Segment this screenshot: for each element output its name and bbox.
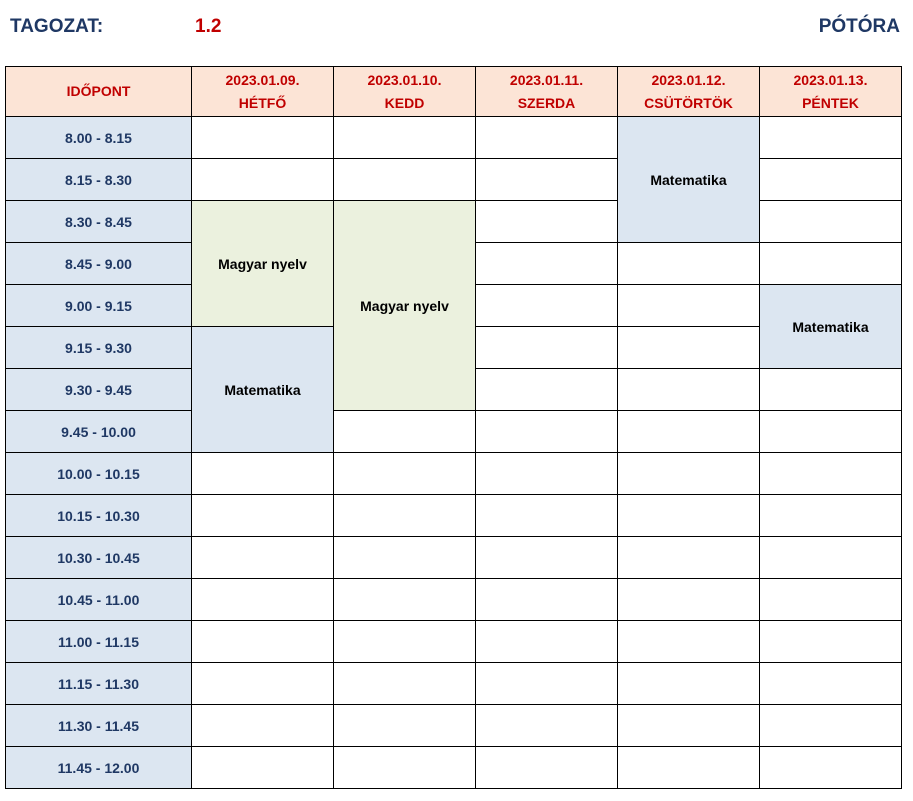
empty-cell — [334, 495, 476, 537]
lesson-monday-math: Matematika — [192, 327, 334, 453]
schedule-table — [5, 66, 902, 789]
day-name: SZERDA — [517, 94, 576, 111]
empty-cell — [618, 369, 760, 411]
empty-cell — [618, 243, 760, 285]
table-row — [6, 201, 902, 243]
empty-cell — [618, 495, 760, 537]
empty-cell — [760, 621, 902, 663]
day-date: 2023.01.10. — [367, 71, 442, 88]
empty-cell — [334, 453, 476, 495]
day-name: CSÜTÖRTÖK — [644, 94, 733, 111]
lesson-monday-hungarian: Magyar nyelv — [192, 201, 334, 327]
empty-cell — [760, 537, 902, 579]
empty-cell — [618, 705, 760, 747]
header-row — [6, 67, 902, 117]
day-header-wednesday — [476, 67, 618, 117]
empty-cell — [618, 327, 760, 369]
time-slot: 10.45 - 11.00 — [6, 579, 192, 621]
lesson-tuesday-hungarian: Magyar nyelv — [334, 201, 476, 411]
day-header-tuesday — [334, 67, 476, 117]
empty-cell — [476, 579, 618, 621]
empty-cell — [192, 453, 334, 495]
empty-cell — [476, 369, 618, 411]
empty-cell — [760, 159, 902, 201]
empty-cell — [618, 579, 760, 621]
empty-cell — [618, 537, 760, 579]
empty-cell — [192, 495, 334, 537]
time-slot: 8.45 - 9.00 — [6, 243, 192, 285]
lesson-friday-math: Matematika — [760, 285, 902, 369]
empty-cell — [618, 663, 760, 705]
day-name: PÉNTEK — [802, 94, 859, 111]
empty-cell — [618, 747, 760, 789]
tagozat-label: TAGOZAT: — [10, 16, 104, 37]
day-name: HÉTFŐ — [238, 94, 287, 111]
empty-cell — [760, 243, 902, 285]
empty-cell — [476, 201, 618, 243]
empty-cell — [618, 453, 760, 495]
time-slot: 8.15 - 8.30 — [6, 159, 192, 201]
day-date: 2023.01.13. — [793, 71, 868, 88]
table-row — [6, 453, 902, 495]
empty-cell — [192, 537, 334, 579]
empty-cell — [334, 747, 476, 789]
empty-cell — [192, 705, 334, 747]
table-row — [6, 705, 902, 747]
empty-cell — [618, 285, 760, 327]
empty-cell — [476, 453, 618, 495]
day-header-thursday — [618, 67, 760, 117]
tagozat-value: 1.2 — [195, 16, 222, 37]
empty-cell — [334, 579, 476, 621]
empty-cell — [476, 747, 618, 789]
empty-cell — [192, 663, 334, 705]
time-slot: 10.30 - 10.45 — [6, 537, 192, 579]
time-column-header: IDŐPONT — [6, 67, 192, 117]
empty-cell — [192, 747, 334, 789]
empty-cell — [334, 411, 476, 453]
empty-cell — [476, 117, 618, 159]
time-slot: 9.00 - 9.15 — [6, 285, 192, 327]
empty-cell — [476, 495, 618, 537]
day-date: 2023.01.11. — [509, 71, 584, 88]
empty-cell — [476, 621, 618, 663]
empty-cell — [476, 243, 618, 285]
table-row — [6, 159, 902, 201]
empty-cell — [760, 201, 902, 243]
table-row — [6, 537, 902, 579]
empty-cell — [760, 495, 902, 537]
empty-cell — [192, 579, 334, 621]
time-slot: 9.15 - 9.30 — [6, 327, 192, 369]
empty-cell — [476, 411, 618, 453]
empty-cell — [192, 621, 334, 663]
empty-cell — [760, 411, 902, 453]
table-row — [6, 621, 902, 663]
day-date: 2023.01.09. — [225, 71, 300, 88]
empty-cell — [334, 663, 476, 705]
time-slot: 10.00 - 10.15 — [6, 453, 192, 495]
empty-cell — [334, 705, 476, 747]
time-slot: 9.30 - 9.45 — [6, 369, 192, 411]
table-row — [6, 663, 902, 705]
day-name: KEDD — [384, 94, 425, 111]
lesson-thursday-math: Matematika — [618, 117, 760, 243]
time-slot: 11.45 - 12.00 — [6, 747, 192, 789]
table-row — [6, 495, 902, 537]
empty-cell — [476, 285, 618, 327]
table-row — [6, 747, 902, 789]
table-row — [6, 117, 902, 159]
time-slot: 10.15 - 10.30 — [6, 495, 192, 537]
time-slot: 11.30 - 11.45 — [6, 705, 192, 747]
day-header-friday — [760, 67, 902, 117]
empty-cell — [760, 663, 902, 705]
empty-cell — [760, 747, 902, 789]
empty-cell — [476, 159, 618, 201]
page-title: PÓTÓRA — [818, 16, 900, 37]
empty-cell — [760, 579, 902, 621]
empty-cell — [760, 453, 902, 495]
day-header-monday — [192, 67, 334, 117]
time-slot: 9.45 - 10.00 — [6, 411, 192, 453]
empty-cell — [476, 705, 618, 747]
empty-cell — [760, 369, 902, 411]
empty-cell — [618, 621, 760, 663]
empty-cell — [618, 411, 760, 453]
table-row — [6, 411, 902, 453]
empty-cell — [334, 621, 476, 663]
empty-cell — [334, 537, 476, 579]
empty-cell — [334, 159, 476, 201]
time-slot: 8.30 - 8.45 — [6, 201, 192, 243]
time-slot: 8.00 - 8.15 — [6, 117, 192, 159]
empty-cell — [192, 117, 334, 159]
table-row — [6, 579, 902, 621]
empty-cell — [760, 705, 902, 747]
day-date: 2023.01.12. — [651, 71, 726, 88]
empty-cell — [192, 159, 334, 201]
time-slot: 11.15 - 11.30 — [6, 663, 192, 705]
empty-cell — [476, 327, 618, 369]
time-slot: 11.00 - 11.15 — [6, 621, 192, 663]
empty-cell — [476, 663, 618, 705]
empty-cell — [476, 537, 618, 579]
empty-cell — [334, 117, 476, 159]
empty-cell — [760, 117, 902, 159]
